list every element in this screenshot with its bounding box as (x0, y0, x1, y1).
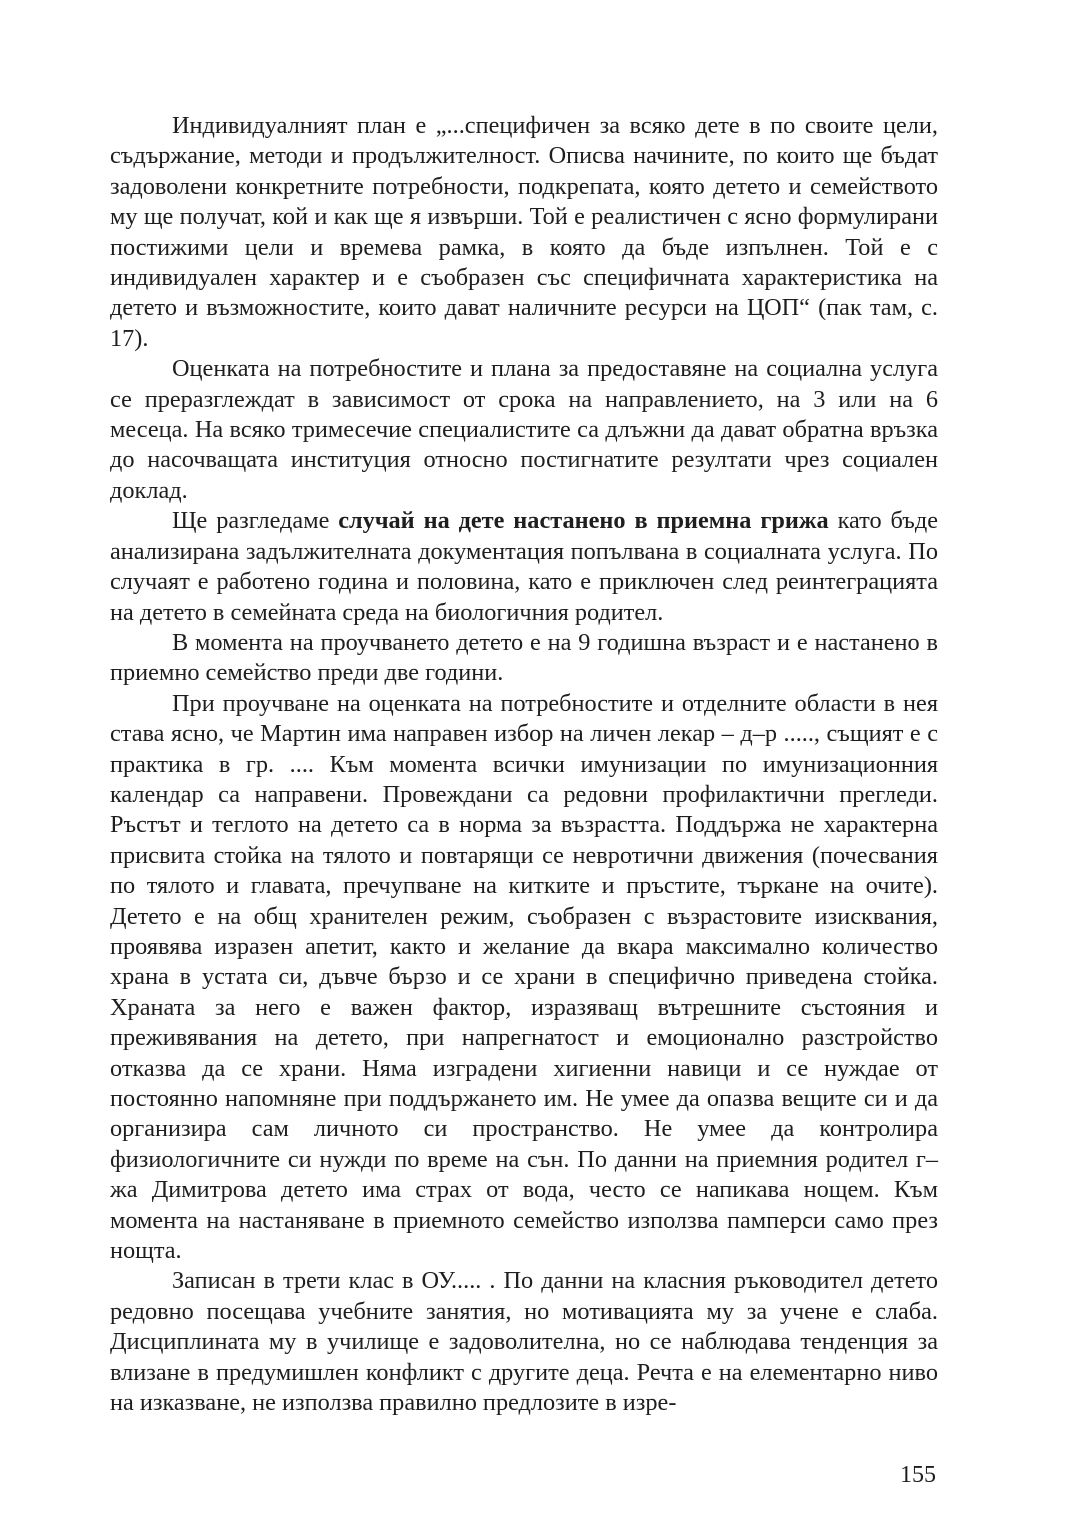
case-intro-lead: Ще разгледаме (172, 507, 339, 535)
paragraph-needs-assessment: Оценката на потребностите и плана за предоставяне на социална услуга се преразглеждат в зависимост от срока на направлението, на 3 или на 6 месеца. На всяко тримесечие специалистите са длъжни да дават обратна връзка до насочващата институция относно постигнатите резултати чрез социален доклад. (110, 355, 938, 504)
paragraph-individual-plan: Индивидуалният план е „...специфичен за всяко дете в по своите цели, съдържание, методи и продължителност. Описва начините, по които ще бъдат задоволени конкретните потребности, подкрепата, която детето и семейството му ще получат, кой и как ще я извърши. Той е реалистичен с ясно формулирани постижими цели и времева рамка, в която да бъде изпълнен. Той е с индивидуален характер и е съобразен със специфичната характеристика на детето и възможностите, които дават наличните ресурси на ЦОП“ (пак там, с. 17). (110, 112, 938, 352)
paragraph-health-assessment: При проучване на оценката на потребностите и отделните области в нея става ясно, че Мартин има направен избор на личен лекар – д–р ....., същият е с практика в гр. .... Към момента всички имунизации по имунизационния календар са направени. Провеждани са редовни профилактични прегледи. Ръстът и теглото на детето са в норма за възрастта. Поддържа не характерна присвита стойка на тялото и повтарящи се невротични движения (почесвания по тялото и главата, пречупване на китките и пръстите, търкане на очите). Детето е на общ хранителен режим, съобразен с възрастовите изисквания, проявява изразен апетит, както и желание да вкара максимално количество храна в устата си, дъвче бързо и се храни в специфично приведена стойка. Храната за него е важен фактор, изразяващ вътрешните състояния и преживявания на детето, при напрегнатост и емоционално разстройство отказва да се храни. Няма изградени хигиенни навици и се нуждае от постоянно напомняне при поддържането им. Не умее да опазва вещите си и да организира сам личното си пространство. Не умее да контролира физиологичните си нужди по време на сън. По данни на приемния родител г–жа Димитрова детето има страх от вода, често се напикава нощем. Към момента на настаняване в приемното семейство използва памперси само през нощта. (110, 689, 938, 1265)
paragraph-school: Записан в трети клас в ОУ..... . По данни на класния ръководител детето редовно посещава учебните занятия, но мотивацията му за учене е слаба. Дисциплината му в училище е задоволителна, но се наблюдава тенденция за влизане в предумишлен конфликт с другите деца. Речта е на елементарно ниво на изказване, не използва правилно предлозите в изре- (110, 1267, 938, 1417)
case-intro-rest: като бъде анализирана задължителната документация попълвана в социалната услуга. По случаят е работено година и половина, като е приключен след реинтеграцията на детето в семейната среда на биологичния родител. (110, 507, 938, 626)
paragraph-case-intro (110, 506, 938, 628)
page-body (110, 111, 938, 1417)
page-number: 155 (900, 1462, 936, 1488)
paragraph-child-age: В момента на проучването детето е на 9 годишна възраст и е настанено в приемно семейство преди две години. (110, 628, 938, 687)
case-intro-emphasis: случай на дете настанено в приемна грижа (338, 507, 829, 535)
